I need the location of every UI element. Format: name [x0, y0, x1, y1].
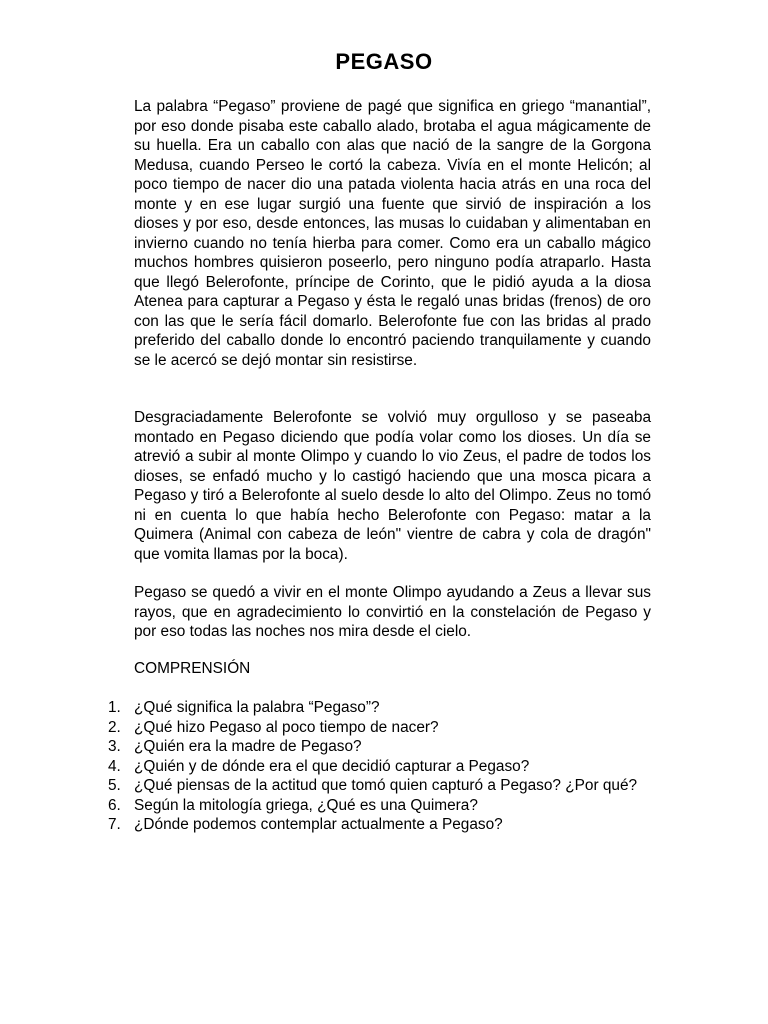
question-item: [108, 757, 651, 777]
question-number: 5.: [108, 777, 121, 794]
question-text: ¿Quién y de dónde era el que decidió capturar a Pegaso?: [134, 757, 530, 775]
question-number: 7.: [108, 816, 121, 833]
paragraph-1: La palabra “Pegaso” proviene de pagé que significa en griego “manantial”, por eso donde pisaba este caballo alado, brotaba el agua mágicamente de su huella. Era un caballo con alas que nació de la sangre de la Gorgona Medusa, cuando Perseo le cortó la cabeza. Vivía en el monte Helicón; al poco tiempo de nacer dio una patada violenta hacia atrás en una roca del monte y en ese lugar surgió una fuente que sirvió de inspiración a los dioses y por eso, desde entonces, las musas lo cuidaban y alimentaban en invierno cuando no tenía hierba para comer. Como era un caballo mágico muchos hombres quisieron poseerlo, pero ninguno podía atraparlo. Hasta que llegó Belerofonte, príncipe de Corinto, que le pidió ayuda a la diosa Atenea para capturar a Pegaso y ésta le regaló unas bridas (frenos) de oro con las que le sería fácil domarlo. Belerofonte fue con las bridas al prado preferido del caballo donde lo encontró paciendo tranquilamente y cuando se le acercó se dejó montar sin resistirse.: [134, 98, 651, 369]
question-text: ¿Qué hizo Pegaso al poco tiempo de nacer?: [134, 718, 439, 736]
question-item: [108, 718, 651, 738]
question-number: 2.: [108, 718, 121, 736]
paragraph-3: Pegaso se quedó a vivir en el monte Olimpo ayudando a Zeus a llevar sus rayos, que en agradecimiento lo convirtió en la constelación de Pegaso y por eso todas las noches nos mira desde el cielo.: [134, 584, 651, 640]
question-item: [108, 796, 651, 816]
question-number: 1.: [108, 699, 121, 716]
question-text: ¿Qué piensas de la actitud que tomó quien capturó a Pegaso? ¿Por qué?: [134, 777, 638, 794]
question-item: [108, 698, 651, 718]
question-text: Según la mitología griega, ¿Qué es una Quimera?: [134, 796, 478, 814]
paragraph-2: Desgraciadamente Belerofonte se volvió muy orgulloso y se paseaba montado en Pegaso diciendo que podía volar como los dioses. Un día se atrevió a subir al monte Olimpo y cuando lo vio Zeus, el padre de todos los dioses, se enfadó mucho y lo castigó haciendo que una mosca picara a Pegaso y tiró a Belerofonte al suelo desde lo alto del Olimpo. Zeus no tomó ni en cuenta lo que había hecho Belerofonte con Pegaso: matar a la Quimera (Animal con cabeza de león" vientre de cabra y cola de dragón" que vomita llamas por la boca).: [134, 409, 651, 563]
question-item: [108, 776, 651, 796]
question-text: ¿Qué significa la palabra “Pegaso”?: [134, 699, 380, 716]
question-text: ¿Dónde podemos contemplar actualmente a Pegaso?: [134, 816, 503, 833]
question-text: ¿Quién era la madre de Pegaso?: [134, 738, 362, 755]
question-number: 4.: [108, 757, 121, 775]
section-heading: COMPRENSIÓN: [134, 660, 251, 677]
question-item: [108, 815, 651, 835]
question-list: [108, 698, 651, 835]
question-number: 6.: [108, 796, 121, 814]
question-number: 3.: [108, 738, 121, 755]
question-item: [108, 737, 651, 757]
document-title: PEGASO: [335, 49, 433, 74]
